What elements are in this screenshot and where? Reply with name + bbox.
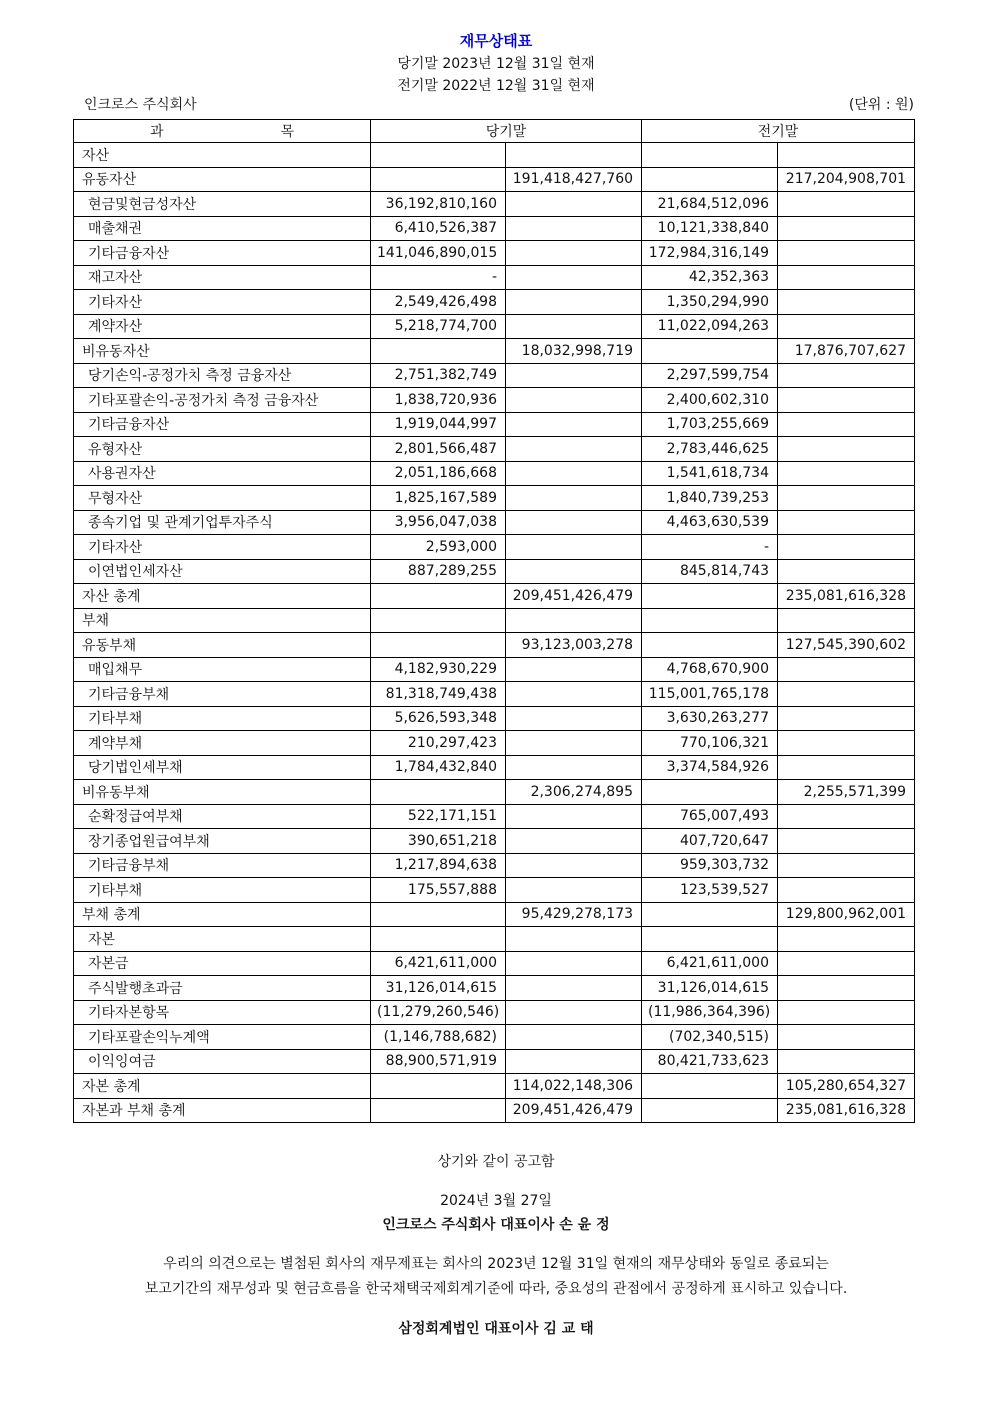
current-total-cell — [506, 216, 642, 241]
row-label: 비유동자산 — [74, 339, 371, 364]
table-row — [74, 755, 915, 780]
prior-total-cell: 235,081,616,328 — [778, 1098, 915, 1123]
row-label: 유동자산 — [74, 167, 371, 192]
table-row — [74, 412, 915, 437]
current-detail-cell: 390,651,218 — [371, 829, 506, 854]
current-detail-cell: 81,318,749,438 — [371, 682, 506, 707]
current-total-cell — [506, 1000, 642, 1025]
table-row — [74, 1098, 915, 1123]
row-label: 주식발행초과금 — [74, 976, 371, 1001]
prior-total-cell — [778, 290, 915, 315]
table-row — [74, 437, 915, 462]
current-detail-cell: 2,549,426,498 — [371, 290, 506, 315]
row-label: 매출채권 — [74, 216, 371, 241]
prior-total-cell — [778, 878, 915, 903]
prior-total-cell — [778, 951, 915, 976]
row-label: 유형자산 — [74, 437, 371, 462]
current-detail-cell: 6,410,526,387 — [371, 216, 506, 241]
prior-detail-cell: (11,986,364,396) — [642, 1000, 778, 1025]
table-row — [74, 829, 915, 854]
row-label: 당기법인세부채 — [74, 755, 371, 780]
current-detail-cell: 210,297,423 — [371, 731, 506, 756]
prior-detail-cell: 3,374,584,926 — [642, 755, 778, 780]
audit-opinion-line-2: 보고기간의 재무성과 및 현금흐름을 한국채택국제회계기준에 따라, 중요성의 관점에서 공정하게 표시하고 있습니다. — [144, 1281, 848, 1297]
row-label: 자본 총계 — [74, 1074, 371, 1099]
row-label: 기타포괄손익누계액 — [74, 1025, 371, 1050]
current-detail-cell — [371, 780, 506, 805]
row-label: 계약부채 — [74, 731, 371, 756]
header-item — [74, 120, 371, 143]
current-detail-cell: (1,146,788,682) — [371, 1025, 506, 1050]
prior-detail-cell: 770,106,321 — [642, 731, 778, 756]
current-total-cell — [506, 755, 642, 780]
prior-detail-cell: 1,350,294,990 — [642, 290, 778, 315]
current-total-cell — [506, 412, 642, 437]
table-row — [74, 1049, 915, 1074]
current-detail-cell — [371, 608, 506, 633]
table-row — [74, 510, 915, 535]
current-detail-cell: - — [371, 265, 506, 290]
current-total-cell — [506, 608, 642, 633]
current-detail-cell — [371, 167, 506, 192]
table-row — [74, 584, 915, 609]
prior-total-cell — [778, 143, 915, 168]
current-detail-cell — [371, 1098, 506, 1123]
row-label: 이연법인세자산 — [74, 559, 371, 584]
header-item-right: 목 — [280, 124, 294, 140]
row-label: 매입채무 — [74, 657, 371, 682]
prior-detail-cell: 172,984,316,149 — [642, 241, 778, 266]
current-total-cell — [506, 265, 642, 290]
table-row — [74, 559, 915, 584]
row-label: 유동부채 — [74, 633, 371, 658]
table-row — [74, 927, 915, 952]
table-row — [74, 706, 915, 731]
current-total-cell — [506, 804, 642, 829]
row-label: 자본금 — [74, 951, 371, 976]
row-label: 당기손익-공정가치 측정 금융자산 — [74, 363, 371, 388]
current-detail-cell: 175,557,888 — [371, 878, 506, 903]
table-row — [74, 976, 915, 1001]
prior-total-cell — [778, 461, 915, 486]
table-row — [74, 878, 915, 903]
table-row — [74, 1025, 915, 1050]
prior-detail-cell — [642, 1074, 778, 1099]
table-row — [74, 853, 915, 878]
prior-detail-cell — [642, 927, 778, 952]
prior-total-cell — [778, 559, 915, 584]
table-row — [74, 388, 915, 413]
prior-detail-cell: 115,001,765,178 — [642, 682, 778, 707]
prior-total-cell — [778, 682, 915, 707]
current-total-cell — [506, 1025, 642, 1050]
current-total-cell — [506, 976, 642, 1001]
current-total-cell — [506, 461, 642, 486]
table-row — [74, 657, 915, 682]
prior-total-cell — [778, 731, 915, 756]
current-total-cell — [506, 829, 642, 854]
prior-detail-cell: 1,840,739,253 — [642, 486, 778, 511]
prior-detail-cell — [642, 902, 778, 927]
prior-detail-cell — [642, 167, 778, 192]
table-row — [74, 265, 915, 290]
prior-total-cell — [778, 216, 915, 241]
row-label: 무형자산 — [74, 486, 371, 511]
table-body — [74, 143, 915, 1123]
table-row — [74, 486, 915, 511]
prior-detail-cell: 80,421,733,623 — [642, 1049, 778, 1074]
table-row — [74, 363, 915, 388]
row-label: 부채 — [74, 608, 371, 633]
table-row — [74, 339, 915, 364]
current-total-cell — [506, 143, 642, 168]
current-detail-cell: 36,192,810,160 — [371, 192, 506, 217]
unit-label: (단위 : 원) — [848, 97, 914, 113]
prior-total-cell — [778, 388, 915, 413]
current-detail-cell — [371, 339, 506, 364]
current-total-cell — [506, 535, 642, 560]
row-label: 기타부채 — [74, 878, 371, 903]
prior-detail-cell — [642, 608, 778, 633]
table-row — [74, 216, 915, 241]
auditor-signature: 삼정회계법인 대표이사 김 교 태 — [398, 1321, 594, 1337]
prior-detail-cell: 10,121,338,840 — [642, 216, 778, 241]
current-total-cell — [506, 927, 642, 952]
prior-total-cell — [778, 1025, 915, 1050]
current-total-cell: 95,429,278,173 — [506, 902, 642, 927]
row-label: 장기종업원급여부채 — [74, 829, 371, 854]
prior-total-cell — [778, 927, 915, 952]
row-label: 기타포괄손익-공정가치 측정 금융자산 — [74, 388, 371, 413]
current-detail-cell: 2,801,566,487 — [371, 437, 506, 462]
prior-total-cell — [778, 192, 915, 217]
prior-total-cell: 127,545,390,602 — [778, 633, 915, 658]
current-detail-cell: 2,051,186,668 — [371, 461, 506, 486]
prior-detail-cell: 1,703,255,669 — [642, 412, 778, 437]
table-row — [74, 608, 915, 633]
prior-total-cell: 2,255,571,399 — [778, 780, 915, 805]
row-label: 자본 — [74, 927, 371, 952]
current-detail-cell: 5,218,774,700 — [371, 314, 506, 339]
current-detail-cell: 5,626,593,348 — [371, 706, 506, 731]
current-detail-cell — [371, 902, 506, 927]
row-label: 기타자본항목 — [74, 1000, 371, 1025]
prior-detail-cell — [642, 143, 778, 168]
current-detail-cell: 31,126,014,615 — [371, 976, 506, 1001]
row-label: 기타자산 — [74, 535, 371, 560]
prior-detail-cell — [642, 584, 778, 609]
current-total-cell — [506, 1049, 642, 1074]
table-header-row — [74, 120, 915, 143]
prior-total-cell — [778, 412, 915, 437]
table-row — [74, 167, 915, 192]
current-detail-cell: 2,593,000 — [371, 535, 506, 560]
row-label: 기타금융자산 — [74, 241, 371, 266]
table-row — [74, 1000, 915, 1025]
row-label: 종속기업 및 관계기업투자주식 — [74, 510, 371, 535]
current-total-cell: 18,032,998,719 — [506, 339, 642, 364]
row-label: 기타부채 — [74, 706, 371, 731]
prior-detail-cell: 31,126,014,615 — [642, 976, 778, 1001]
prior-total-cell — [778, 804, 915, 829]
table-row — [74, 461, 915, 486]
current-total-cell: 209,451,426,479 — [506, 1098, 642, 1123]
row-label: 순확정급여부채 — [74, 804, 371, 829]
prior-detail-cell — [642, 1098, 778, 1123]
row-label: 기타금융부채 — [74, 853, 371, 878]
table-row — [74, 951, 915, 976]
row-label: 재고자산 — [74, 265, 371, 290]
row-label: 자본과 부채 총계 — [74, 1098, 371, 1123]
prior-detail-cell: 123,539,527 — [642, 878, 778, 903]
current-total-cell — [506, 314, 642, 339]
current-total-cell — [506, 853, 642, 878]
current-total-cell: 2,306,274,895 — [506, 780, 642, 805]
current-total-cell — [506, 192, 642, 217]
current-total-cell: 93,123,003,278 — [506, 633, 642, 658]
current-total-cell: 191,418,427,760 — [506, 167, 642, 192]
prior-total-cell: 17,876,707,627 — [778, 339, 915, 364]
row-label: 사용권자산 — [74, 461, 371, 486]
balance-sheet-table — [73, 119, 915, 1123]
document-title: 재무상태표 — [459, 32, 533, 50]
header-item-left: 과 — [150, 124, 164, 140]
prior-total-cell — [778, 755, 915, 780]
current-total-cell — [506, 951, 642, 976]
prior-detail-cell: 2,783,446,625 — [642, 437, 778, 462]
prior-total-cell — [778, 314, 915, 339]
current-total-cell — [506, 706, 642, 731]
company-name: 인크로스 주식회사 — [84, 97, 197, 113]
current-detail-cell: 522,171,151 — [371, 804, 506, 829]
table-row — [74, 780, 915, 805]
prior-detail-cell: 42,352,363 — [642, 265, 778, 290]
row-label: 현금및현금성자산 — [74, 192, 371, 217]
current-detail-cell: 6,421,611,000 — [371, 951, 506, 976]
current-total-cell — [506, 241, 642, 266]
prior-period: 전기말 2022년 12월 31일 현재 — [397, 78, 595, 94]
current-detail-cell — [371, 633, 506, 658]
prior-detail-cell — [642, 339, 778, 364]
audit-opinion-line-1: 우리의 의견으로는 별첨된 회사의 재무제표는 회사의 2023년 12월 31일 현재의 재무상태와 동일로 종료되는 — [163, 1256, 829, 1272]
prior-total-cell — [778, 1000, 915, 1025]
prior-detail-cell: 3,630,263,277 — [642, 706, 778, 731]
prior-detail-cell — [642, 633, 778, 658]
row-label: 기타금융부채 — [74, 682, 371, 707]
prior-total-cell — [778, 657, 915, 682]
current-detail-cell: 4,182,930,229 — [371, 657, 506, 682]
prior-total-cell — [778, 535, 915, 560]
table-row — [74, 633, 915, 658]
table-row — [74, 241, 915, 266]
current-detail-cell: 3,956,047,038 — [371, 510, 506, 535]
announcement-date: 2024년 3월 27일 — [440, 1193, 552, 1209]
prior-detail-cell: 11,022,094,263 — [642, 314, 778, 339]
table-row — [74, 290, 915, 315]
row-label: 계약자산 — [74, 314, 371, 339]
current-detail-cell: 1,825,167,589 — [371, 486, 506, 511]
current-period: 당기말 2023년 12월 31일 현재 — [397, 56, 595, 72]
ceo-signature: 인크로스 주식회사 대표이사 손 윤 정 — [382, 1217, 610, 1233]
prior-total-cell — [778, 853, 915, 878]
prior-detail-cell: (702,340,515) — [642, 1025, 778, 1050]
prior-total-cell — [778, 486, 915, 511]
current-detail-cell — [371, 1074, 506, 1099]
audit-opinion — [0, 1252, 992, 1302]
current-detail-cell: 1,838,720,936 — [371, 388, 506, 413]
prior-total-cell: 105,280,654,327 — [778, 1074, 915, 1099]
table-row — [74, 902, 915, 927]
prior-detail-cell — [642, 780, 778, 805]
prior-detail-cell: 407,720,647 — [642, 829, 778, 854]
prior-total-cell — [778, 510, 915, 535]
prior-total-cell: 235,081,616,328 — [778, 584, 915, 609]
prior-detail-cell: 4,463,630,539 — [642, 510, 778, 535]
prior-total-cell — [778, 608, 915, 633]
row-label: 자산 — [74, 143, 371, 168]
current-total-cell — [506, 510, 642, 535]
current-detail-cell: 1,784,432,840 — [371, 755, 506, 780]
notice-text: 상기와 같이 공고함 — [437, 1154, 555, 1170]
row-label: 이익잉여금 — [74, 1049, 371, 1074]
prior-detail-cell: - — [642, 535, 778, 560]
prior-detail-cell: 765,007,493 — [642, 804, 778, 829]
current-total-cell — [506, 437, 642, 462]
current-detail-cell — [371, 584, 506, 609]
current-total-cell — [506, 657, 642, 682]
prior-total-cell — [778, 829, 915, 854]
header-current: 당기말 — [371, 120, 642, 143]
current-detail-cell: 887,289,255 — [371, 559, 506, 584]
current-detail-cell: 2,751,382,749 — [371, 363, 506, 388]
current-total-cell — [506, 559, 642, 584]
header-prior: 전기말 — [642, 120, 915, 143]
prior-detail-cell: 845,814,743 — [642, 559, 778, 584]
prior-total-cell: 217,204,908,701 — [778, 167, 915, 192]
current-total-cell — [506, 486, 642, 511]
current-total-cell — [506, 682, 642, 707]
prior-total-cell — [778, 976, 915, 1001]
table-row — [74, 1074, 915, 1099]
current-detail-cell: 141,046,890,015 — [371, 241, 506, 266]
prior-detail-cell: 2,297,599,754 — [642, 363, 778, 388]
row-label: 기타자산 — [74, 290, 371, 315]
table-row — [74, 535, 915, 560]
table-row — [74, 731, 915, 756]
prior-detail-cell: 959,303,732 — [642, 853, 778, 878]
current-total-cell — [506, 388, 642, 413]
prior-total-cell — [778, 363, 915, 388]
table-row — [74, 192, 915, 217]
table-row — [74, 314, 915, 339]
row-label: 자산 총계 — [74, 584, 371, 609]
prior-total-cell — [778, 265, 915, 290]
prior-detail-cell: 2,400,602,310 — [642, 388, 778, 413]
current-detail-cell: 1,217,894,638 — [371, 853, 506, 878]
row-label: 부채 총계 — [74, 902, 371, 927]
prior-total-cell — [778, 706, 915, 731]
table-row — [74, 682, 915, 707]
row-label: 기타금융자산 — [74, 412, 371, 437]
prior-total-cell — [778, 437, 915, 462]
prior-total-cell: 129,800,962,001 — [778, 902, 915, 927]
prior-detail-cell: 21,684,512,096 — [642, 192, 778, 217]
current-detail-cell: 1,919,044,997 — [371, 412, 506, 437]
current-total-cell — [506, 290, 642, 315]
current-total-cell: 114,022,148,306 — [506, 1074, 642, 1099]
current-total-cell: 209,451,426,479 — [506, 584, 642, 609]
current-total-cell — [506, 878, 642, 903]
current-total-cell — [506, 731, 642, 756]
current-detail-cell: 88,900,571,919 — [371, 1049, 506, 1074]
current-detail-cell — [371, 927, 506, 952]
prior-total-cell — [778, 241, 915, 266]
current-detail-cell — [371, 143, 506, 168]
prior-detail-cell: 4,768,670,900 — [642, 657, 778, 682]
table-row — [74, 143, 915, 168]
row-label: 비유동부채 — [74, 780, 371, 805]
prior-total-cell — [778, 1049, 915, 1074]
prior-detail-cell: 1,541,618,734 — [642, 461, 778, 486]
current-detail-cell: (11,279,260,546) — [371, 1000, 506, 1025]
prior-detail-cell: 6,421,611,000 — [642, 951, 778, 976]
current-total-cell — [506, 363, 642, 388]
table-row — [74, 804, 915, 829]
